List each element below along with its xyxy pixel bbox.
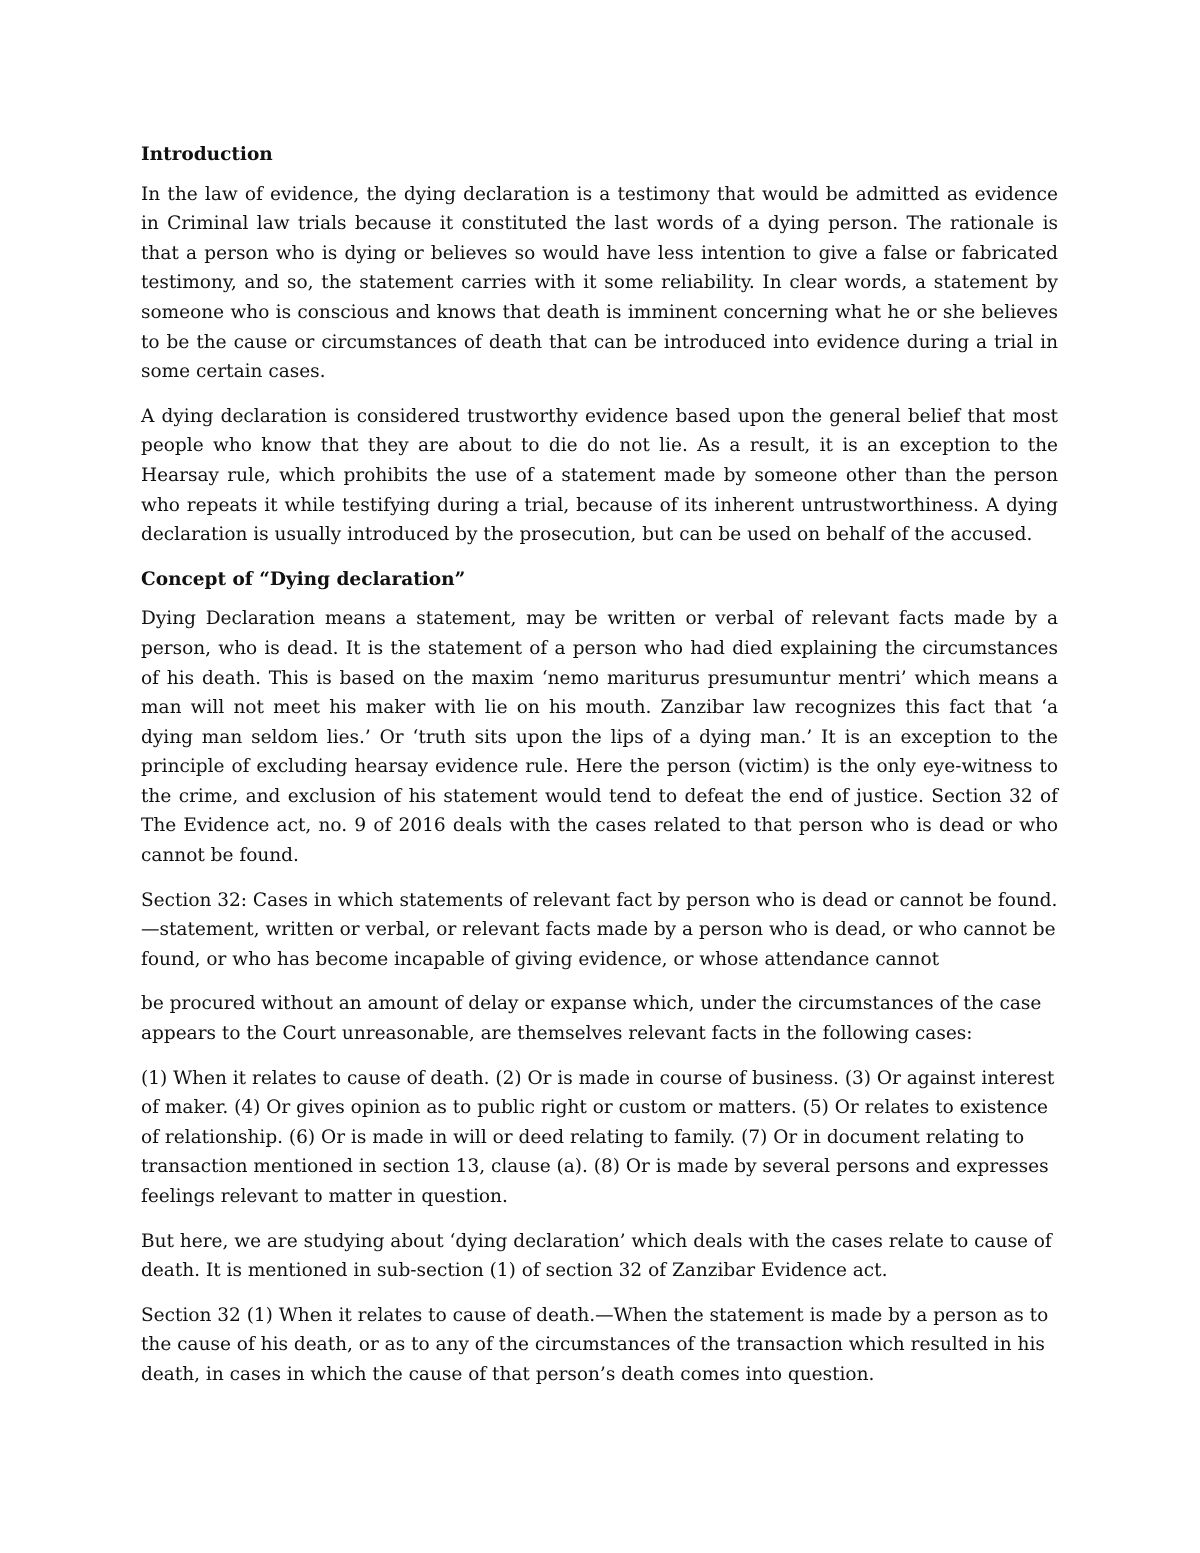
paragraph-intro-1: In the law of evidence, the dying declaration is a testimony that would be admitted as evidence in Criminal law trials because it constituted the last words of a dying person. The rationale is that a person who is dying or believes so would have less intention to give a false or fabricated testimony, and so, the statement carries with it some reliability. In clear words, a statement by someone who is conscious and knows that death is imminent concerning what he or she believes to be the cause or circumstances of death that can be introduced into evidence during a trial in some certain cases.	[141, 183, 1058, 383]
paragraph-intro-2: A dying declaration is considered trustworthy evidence based upon the general belief that most people who know that they are about to die do not lie. As a result, it is an exception to the Hearsay rule, which prohibits the use of a statement made by someone other than the person who repeats it while testifying during a trial, because of its inherent untrustworthiness. A dying declaration is usually introduced by the prosecution, but can be used on behalf of the accused.	[141, 405, 1058, 546]
heading-concept: Concept of “Dying declaration”	[141, 568, 466, 590]
paragraph-section-32-intro: Section 32: Cases in which statements of relevant fact by person who is dead or cannot be found.—statement, written or verbal, or relevant facts made by a person who is dead, or who cannot be found, or who has become incapable of giving evidence, or whose attendance cannot	[141, 889, 1058, 970]
paragraph-concept-1: Dying Declaration means a statement, may be written or verbal of relevant facts made by a person, who is dead. It is the statement of a person who had died explaining the circumstances of his death. This is based on the maxim ‘nemo mariturus presumuntur mentri’ which means a man will not meet his maker with lie on his mouth. Zanzibar law recognizes this fact that ‘a dying man seldom lies.’ Or ‘truth sits upon the lips of a dying man.’ It is an exception to the principle of excluding hearsay evidence rule. Here the person (victim) is the only eye-witness to the crime, and exclusion of his statement would tend to defeat the end of justice. Section 32 of The Evidence act, no. 9 of 2016 deals with the cases related to that person who is dead or who cannot be found.	[141, 608, 1058, 867]
paragraph-section-32-cases: (1) When it relates to cause of death. (2) Or is made in course of business. (3) Or against interest of maker. (4) Or gives opinion as to public right or custom or matters. (5) Or relates to existence of relationship. (6) Or is made in will or deed relating to family. (7) Or in document relating to transaction mentioned in section 13, clause (a). (8) Or is made by several persons and expresses feelings relevant to matter in question.	[141, 1067, 1055, 1207]
paragraph-section-32-continued: be procured without an amount of delay or expanse which, under the circumstances of the case appears to the Court unreasonable, are themselves relevant facts in the following cases:	[141, 993, 1042, 1045]
paragraph-section-32-1: Section 32 (1) When it relates to cause of death.—When the statement is made by a person as to the cause of his death, or as to any of the circumstances of the transaction which resulted in his death, in cases in which the cause of that person’s death comes into question.	[141, 1304, 1049, 1385]
paragraph-dying-declaration-focus: But here, we are studying about ‘dying declaration’ which deals with the cases relate to cause of death. It is mentioned in sub-section (1) of section 32 of Zanzibar Evidence act.	[141, 1230, 1052, 1282]
heading-introduction: Introduction	[141, 144, 273, 165]
document-page	[141, 140, 1058, 1405]
